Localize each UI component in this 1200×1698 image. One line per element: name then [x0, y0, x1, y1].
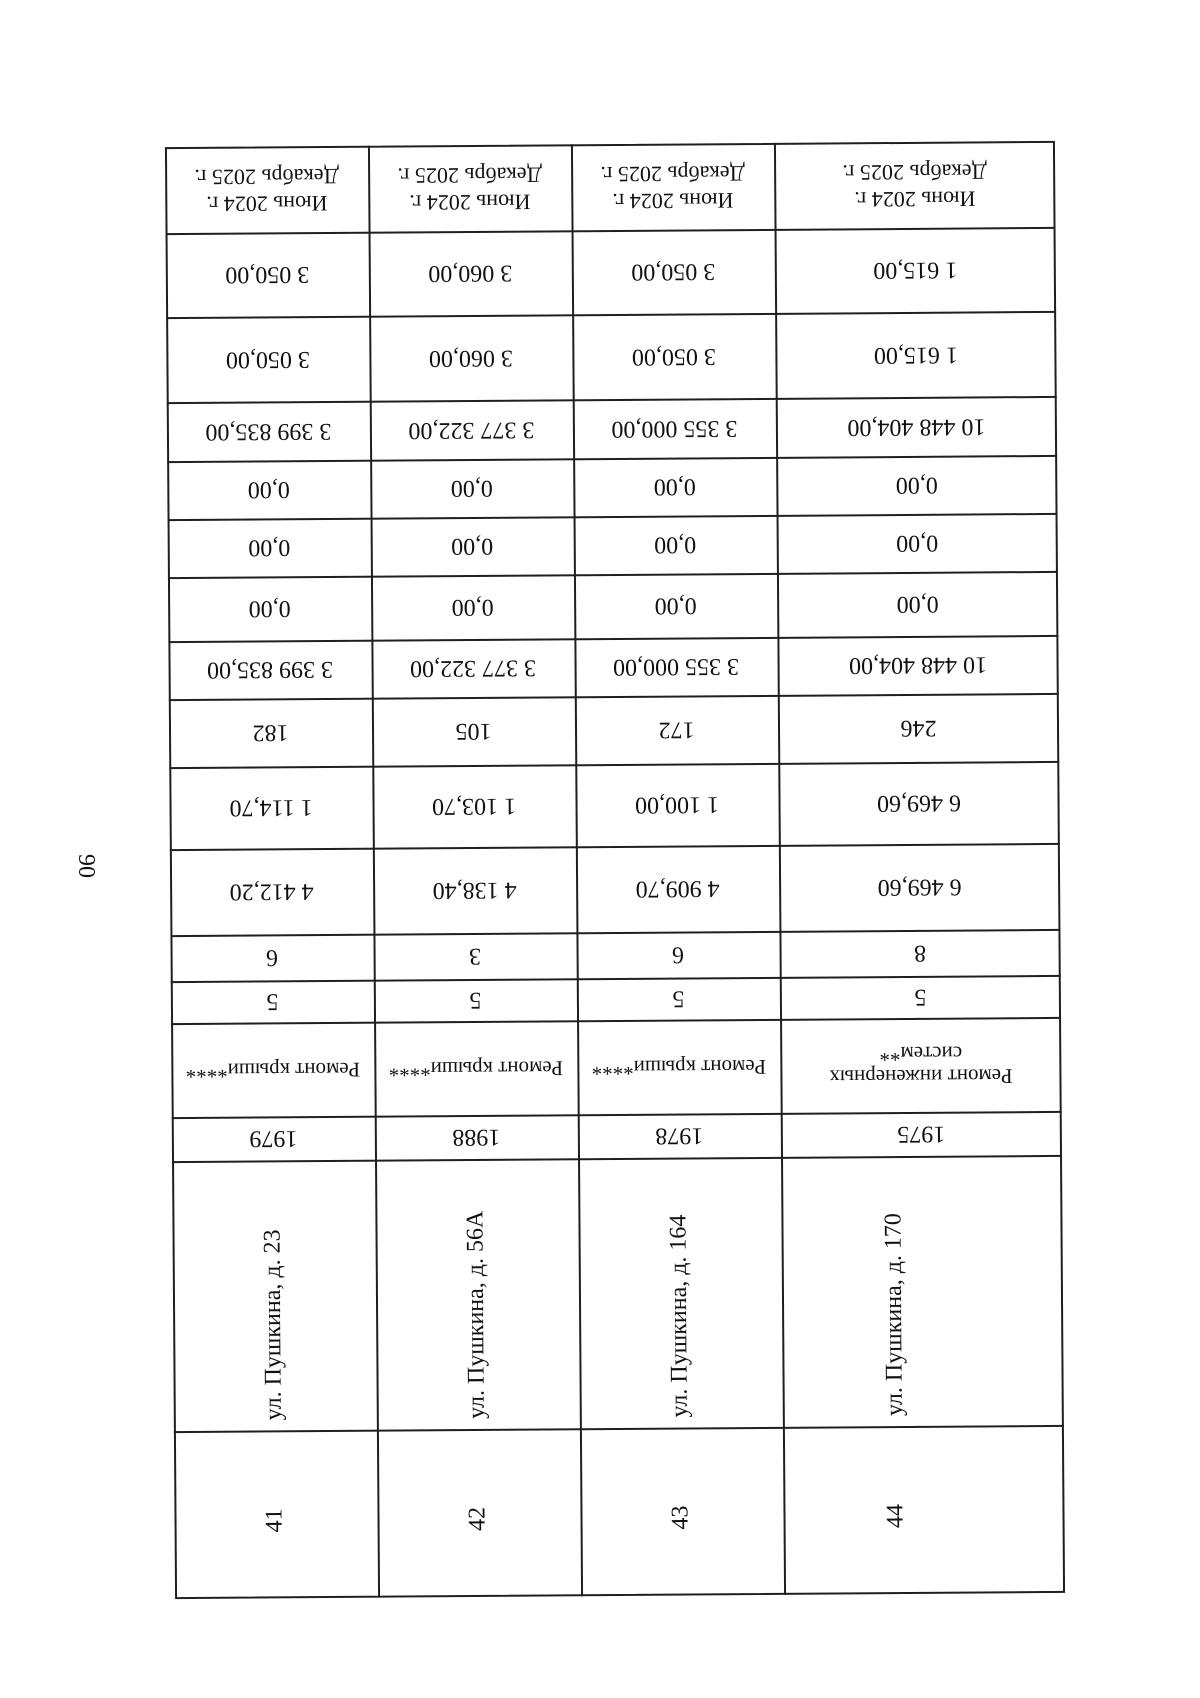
- living-area-cell: 1 100,00: [634, 791, 720, 819]
- limit-per-sqm-cell: 1 615,00: [873, 257, 958, 284]
- residents-cell: 172: [658, 716, 695, 744]
- floors-cell: 5: [469, 987, 482, 1014]
- address-text: ул. Пушкина, д. 164: [665, 1214, 693, 1418]
- local-fund-cell: 0,00: [450, 475, 493, 502]
- work-type-cell: Ремонт крыши****: [591, 1054, 767, 1080]
- entrances-cell: 6: [266, 944, 279, 971]
- build-year-cell: 1975: [897, 1121, 946, 1148]
- federal-fund-cell: 0,00: [248, 595, 291, 622]
- address-cell: [375, 1158, 580, 1429]
- total-cost-cell: 3 377 322,00: [409, 654, 537, 682]
- housing-repair-table: [165, 141, 1065, 1599]
- cost-per-sqm-cell: 1 615,00: [873, 341, 959, 369]
- owners-fund-cell: 10 448 404,00: [847, 413, 986, 441]
- regional-fund-cell: 0,00: [451, 533, 494, 560]
- federal-fund-cell: 0,00: [654, 592, 697, 620]
- total-cost-cell: 3 399 835,00: [207, 656, 334, 684]
- row-number-cell: [580, 1429, 784, 1596]
- row-number-cell: [783, 1427, 1065, 1595]
- cost-per-sqm-cell: 3 050,00: [631, 343, 717, 370]
- address-text: ул. Пушкина, д. 170: [880, 1213, 908, 1417]
- build-year-cell: 1979: [249, 1125, 298, 1152]
- local-fund-cell: 0,00: [247, 476, 290, 503]
- cost-per-sqm-cell: 3 060,00: [428, 344, 514, 372]
- entrances-cell: 6: [672, 941, 685, 969]
- regional-fund-cell: 0,00: [896, 530, 939, 557]
- total-cost-cell: 3 355 000,00: [612, 653, 740, 681]
- floors-cell: 5: [266, 988, 279, 1015]
- completion-period-cell: Июнь 2024 г. Декабрь 2025 г.: [600, 161, 745, 214]
- completion-period-cell: Июнь 2024 г. Декабрь 2025 г.: [194, 163, 339, 217]
- build-year-cell: 1988: [452, 1124, 501, 1151]
- row-number-text: 41: [261, 1508, 288, 1533]
- entrances-cell: 3: [469, 943, 482, 970]
- build-year-cell: 1978: [655, 1122, 704, 1150]
- row-number-cell: [377, 1430, 581, 1597]
- federal-fund-cell: 0,00: [896, 591, 939, 618]
- address-cell: [781, 1155, 1064, 1427]
- living-area-cell: 6 469,60: [876, 789, 962, 817]
- total-area-cell: 4 909,70: [635, 875, 720, 903]
- row-number-text: 43: [667, 1505, 694, 1530]
- federal-fund-cell: 0,00: [451, 594, 494, 621]
- work-type-cell: Ремонт инженерных систем**: [829, 1041, 1013, 1090]
- row-number-text: 44: [882, 1503, 909, 1529]
- residents-cell: 105: [455, 718, 492, 745]
- total-area-cell: 6 469,60: [877, 873, 962, 901]
- floors-cell: 5: [914, 984, 927, 1011]
- entrances-cell: 8: [913, 940, 927, 967]
- cost-per-sqm-cell: 3 050,00: [225, 346, 311, 373]
- residents-cell: 182: [252, 719, 289, 746]
- completion-period-cell: Июнь 2024 г. Декабрь 2025 г.: [397, 162, 542, 216]
- local-fund-cell: 0,00: [895, 472, 938, 499]
- row-number-text: 42: [464, 1506, 491, 1532]
- address-text: ул. Пушкина, д. 23: [259, 1229, 287, 1421]
- regional-fund-cell: 0,00: [248, 534, 291, 561]
- floors-cell: 5: [672, 985, 685, 1013]
- owners-fund-cell: 3 355 000,00: [611, 415, 738, 442]
- address-cell: [578, 1157, 783, 1428]
- living-area-cell: 1 114,70: [229, 794, 313, 822]
- page-number: 90: [73, 854, 99, 878]
- address-text: ул. Пушкина, д. 56А: [462, 1210, 490, 1420]
- total-cost-cell: 10 448 404,00: [848, 651, 988, 679]
- owners-fund-cell: 3 377 322,00: [408, 416, 535, 444]
- total-area-cell: 4 138,40: [432, 877, 517, 904]
- row-number-cell: [174, 1432, 378, 1599]
- completion-period-cell: Июнь 2024 г. Декабрь 2025 г.: [842, 159, 987, 213]
- living-area-cell: 1 103,70: [431, 793, 517, 820]
- work-type-cell: Ремонт крыши****: [185, 1057, 361, 1083]
- limit-per-sqm-cell: 3 060,00: [428, 260, 513, 287]
- address-cell: [172, 1160, 377, 1431]
- limit-per-sqm-cell: 3 050,00: [631, 258, 716, 286]
- residents-cell: 246: [900, 715, 937, 742]
- regional-fund-cell: 0,00: [654, 531, 697, 559]
- limit-per-sqm-cell: 3 050,00: [225, 261, 310, 289]
- local-fund-cell: 0,00: [653, 473, 696, 501]
- work-type-cell: Ремонт крыши****: [388, 1055, 564, 1082]
- owners-fund-cell: 3 399 835,00: [205, 417, 332, 445]
- total-area-cell: 4 412,20: [229, 878, 314, 906]
